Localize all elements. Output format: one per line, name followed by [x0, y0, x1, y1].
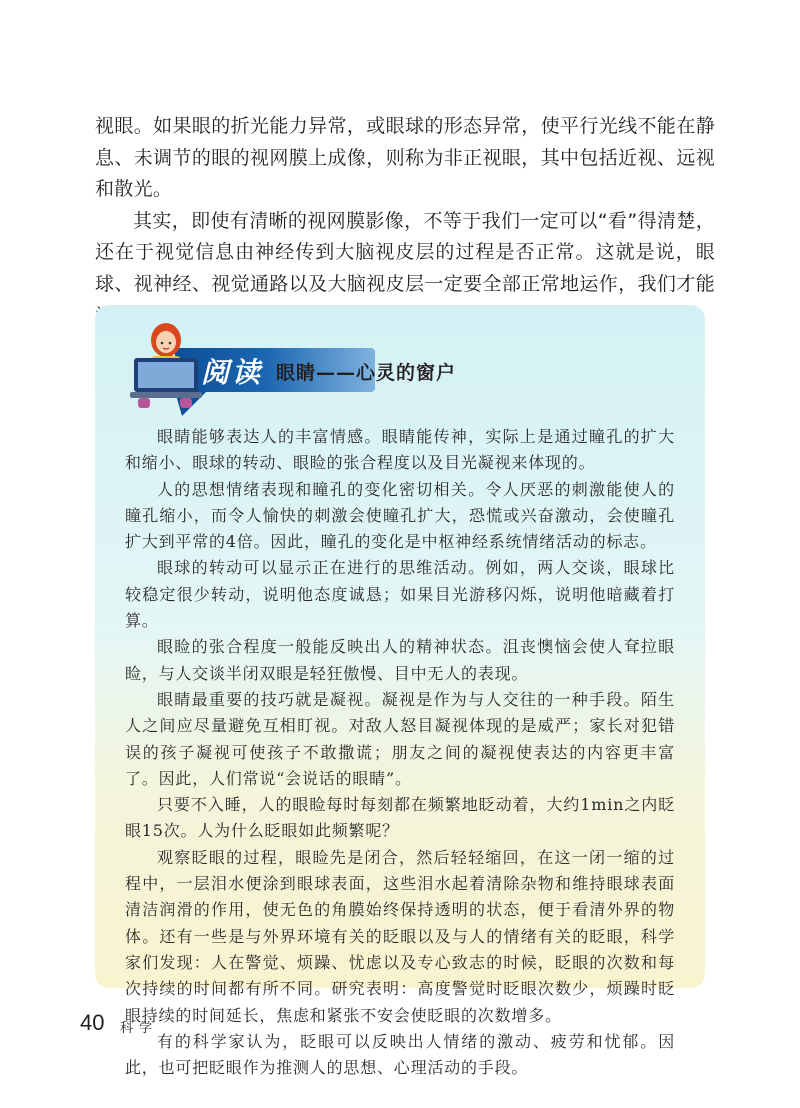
- reading-paragraph: 观察眨眼的过程，眼睑先是闭合，然后轻轻缩回，在这一闭一缩的过程中，一层泪水便涂到眼球表面，这些泪水起着清除杂物和维持眼球表面清洁润滑的作用，使无色的角膜始终保持透明的状态，便于看清外界的物体。还有一些是与外界环境有关的眨眼以及与人的情绪有关的眨眼，科学家们发现：人在警觉、烦躁、忧虑以及专心致志的时候，眨眼的次数和每次持续的时间都有所不同。研究表明：高度警觉时眨眼次数少，烦躁时眨眼持续的时间延长，焦虑和紧张不安会使眨眼的次数增多。: [125, 847, 675, 1025]
- reading-paragraph: 人的思想情绪表现和瞳孔的变化密切相关。令人厌恶的刺激能使人的瞳孔缩小，而令人愉快的刺激会使瞳孔扩大，恐慌或兴奋激动，会使瞳孔扩大到平常的4倍。因此，瞳孔的变化是中枢神经系统情绪活动的标志。: [125, 479, 675, 552]
- reading-girl-illustration: [120, 318, 240, 418]
- main-paragraph-1: 视眼。如果眼的折光能力异常，或眼球的形态异常，使平行光线不能在静息、未调节的眼的视网膜上成像，则称为非正视眼，其中包括近视、远视和散光。: [95, 115, 715, 201]
- page-number: 40: [80, 1010, 105, 1035]
- reading-paragraph: 眼睛最重要的技巧就是凝视。凝视是作为与人交往的一种手段。陌生人之间应尽量避免互相盯视。对敌人怒目凝视体现的是威严；家长对犯错误的孩子凝视可使孩子不敢撒谎；朋友之间的凝视使表达的内容更丰富了。因此，人们常说“会说话的眼睛”。: [125, 689, 675, 788]
- reading-paragraph: 眼睛能够表达人的丰富情感。眼睛能传神，实际上是通过瞳孔的扩大和缩小、眼球的转动、眼睑的张合程度以及目光凝视来体现的。: [125, 427, 675, 473]
- reading-paragraph: 眼球的转动可以显示正在进行的思维活动。例如，两人交谈，眼球比较稳定很少转动，说明他态度诚恳；如果目光游移闪烁，说明他暗藏着打算。: [125, 558, 675, 631]
- reading-tag-label: 阅读: [201, 356, 264, 389]
- reading-paragraph: 眼睑的张合程度一般能反映出人的精神状态。沮丧懊恼会使人耷拉眼睑，与人交谈半闭双眼是轻狂傲慢、目中无人的表现。: [125, 637, 675, 683]
- reading-body: [125, 424, 675, 1081]
- reading-title: 眼睛——心灵的窗户: [276, 362, 457, 384]
- subject-label: 科学: [120, 1021, 159, 1036]
- main-text: [95, 111, 715, 332]
- reading-paragraph: 有的科学家认为，眨眼可以反映出人情绪的激动、疲劳和忧郁。因此，也可把眨眼作为推测人的思想、心理活动的手段。: [125, 1031, 675, 1078]
- main-paragraph-2: 其实，即使有清晰的视网膜影像，不等于我们一定可以“看”得清楚，还在于视觉信息由神经传到大脑视皮层的过程是否正常。这就是说，眼球、视神经、视觉通路以及大脑视皮层一定要全部正常地运作，我们才能: [95, 209, 715, 295]
- reading-header: [120, 318, 680, 418]
- reading-paragraph: 只要不入睡，人的眼睑每时每刻都在频繁地眨动着，大约1min之内眨眼15次。人为什么眨眼如此频繁呢？: [125, 795, 675, 841]
